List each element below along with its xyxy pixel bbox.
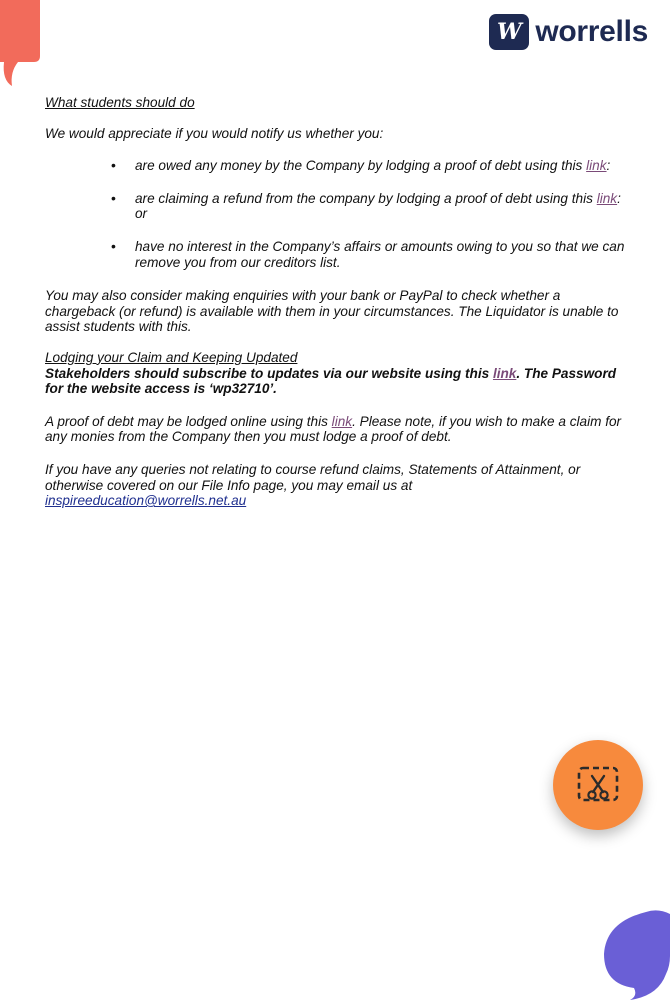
bank-paragraph: You may also consider making enquiries with your bank or PayPal to check whether a chargeback (or refund) is available with them in your circumstances. The Liquidator is unable to assist students with this. (45, 288, 619, 335)
queries-paragraph: If you have any queries not relating to course refund claims, Statements of Attainment, or otherwise covered on our File Info page, you may email us at inspireeducation@worrells.net.au (45, 461, 581, 509)
quote-mark-top-left (0, 0, 42, 90)
students-heading: What students should do (45, 95, 195, 110)
lodging-heading: Lodging your Claim and Keeping Updated (45, 349, 298, 365)
list-item: • have no interest in the Company’s affairs or amounts owing to you so that we can remove you from our creditors list. (45, 239, 625, 270)
intro-paragraph: We would appreciate if you would notify us whether you: (45, 125, 384, 141)
quote-mark-bottom-right (600, 908, 670, 1000)
subscribe-paragraph: Stakeholders should subscribe to updates via our website using this link. The Password for the website access is ‘wp32710’. (45, 365, 617, 397)
list-item: • are claiming a refund from the company by lodging a proof of debt using this link: or (45, 191, 625, 222)
notice-body (45, 95, 625, 509)
proof-of-debt-link[interactable]: link (586, 158, 607, 174)
refund-proof-link[interactable]: link (596, 190, 618, 206)
options-list (45, 158, 625, 270)
worrells-logo-text: worrells (535, 15, 648, 48)
worrells-logo (489, 14, 648, 50)
screenshot-scissors-icon (576, 765, 620, 805)
lodge-online-link[interactable]: link (331, 413, 353, 429)
list-item: • are owed any money by the Company by lodging a proof of debt using this link: (45, 158, 625, 174)
subscribe-link[interactable]: link (492, 365, 517, 381)
worrells-logo-mark: W (489, 14, 529, 50)
screenshot-button[interactable] (553, 740, 643, 830)
proof-paragraph: A proof of debt may be lodged online using this link. Please note, if you wish to make a claim for any monies from the Company then you must lodge a proof of debt. (45, 413, 622, 445)
email-link[interactable]: inspireeducation@worrells.net.au (45, 493, 247, 509)
